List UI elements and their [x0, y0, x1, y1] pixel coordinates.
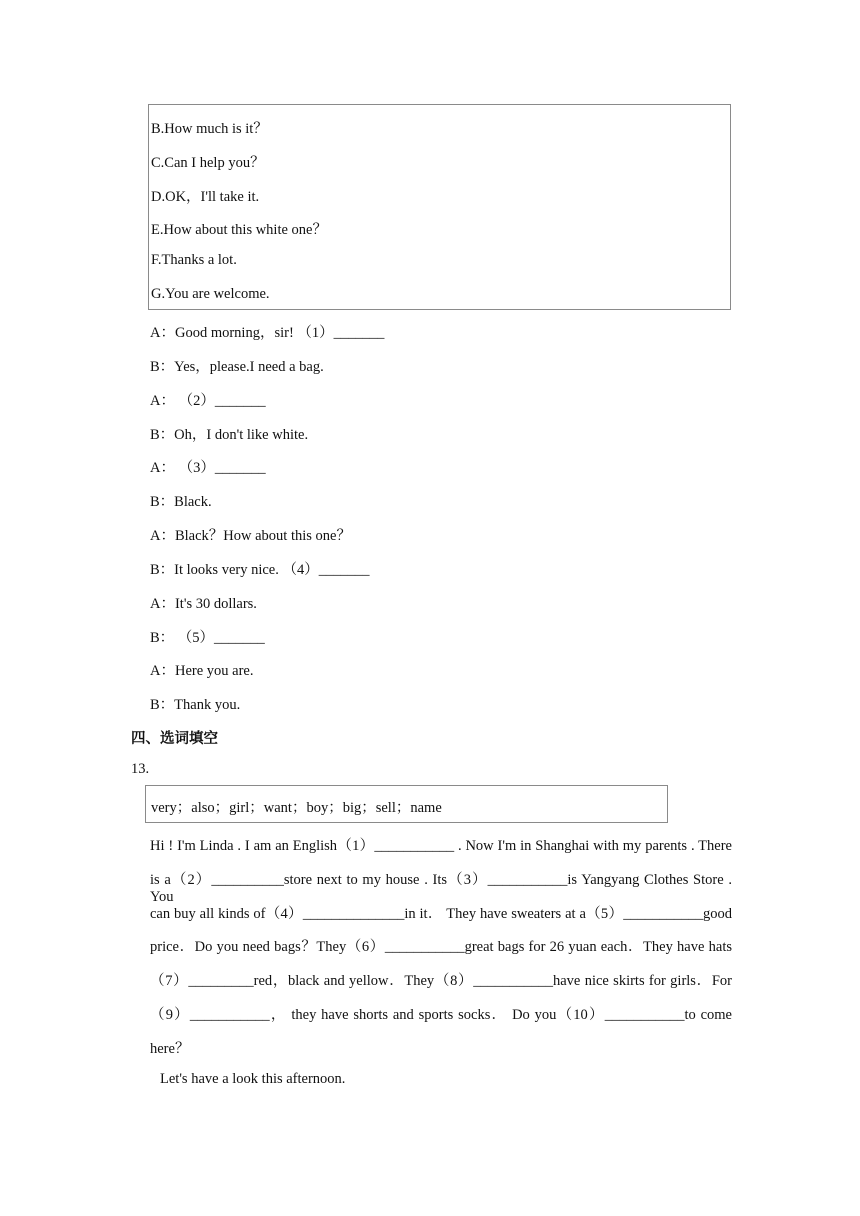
dialogue-line-2: B：Yes，please.I need a bag. — [150, 359, 324, 375]
dialogue-line-6: B：Black. — [150, 494, 212, 510]
option-d: D.OK，I'll take it. — [151, 189, 260, 205]
options-box — [148, 104, 731, 310]
dialogue-line-9: A：It's 30 dollars. — [150, 596, 257, 612]
dialogue-line-12: B：Thank you. — [150, 697, 241, 713]
passage-line-4: price．Do you need bags？They（6）___________great bags for 26 yuan each．They have hats — [150, 939, 732, 955]
option-c: C.Can I help you？ — [151, 155, 265, 171]
passage-line-1: Hi ! I'm Linda . I am an English（1）___________ . Now I'm in Shanghai with my parents . There — [150, 838, 732, 854]
dialogue-line-8: B：It looks very nice. （4）_______ — [150, 562, 370, 578]
option-e: E.How about this white one？ — [151, 222, 327, 238]
option-f: F.Thanks a lot. — [151, 252, 237, 268]
passage-line-5: （7）_________red，black and yellow．They（8）___________have nice skirts for girls．For — [150, 973, 732, 989]
passage-line-2: is a（2）__________store next to my house . Its（3）___________is Yangyang Clothes Store . You — [150, 872, 732, 905]
word-bank: very；also；girl；want；boy；big；sell；name — [151, 800, 442, 816]
closing-line: Let's have a look this afternoon. — [160, 1071, 346, 1087]
passage-line-6: （9）___________， they have shorts and sports socks． Do you（10）___________to come — [150, 1007, 732, 1023]
dialogue-line-10: B： （5）_______ — [150, 630, 265, 646]
dialogue-line-7: A：Black？How about this one？ — [150, 528, 351, 544]
dialogue-line-11: A：Here you are. — [150, 663, 254, 679]
passage-line-7: here？ — [150, 1041, 190, 1057]
option-b: B.How much is it？ — [151, 121, 268, 137]
question-number: 13. — [131, 761, 150, 777]
dialogue-line-1: A：Good morning，sir! （1）_______ — [150, 325, 385, 341]
dialogue-line-5: A： （3）_______ — [150, 460, 266, 476]
dialogue-line-4: B：Oh，I don't like white. — [150, 427, 309, 443]
word-bank-box — [145, 785, 668, 823]
passage-line-3: can buy all kinds of（4）______________in it． They have sweaters at a（5）___________good — [150, 906, 732, 922]
dialogue-line-3: A： （2）_______ — [150, 393, 266, 409]
section-heading: 四、选词填空 — [131, 731, 218, 747]
option-g: G.You are welcome. — [151, 286, 270, 302]
